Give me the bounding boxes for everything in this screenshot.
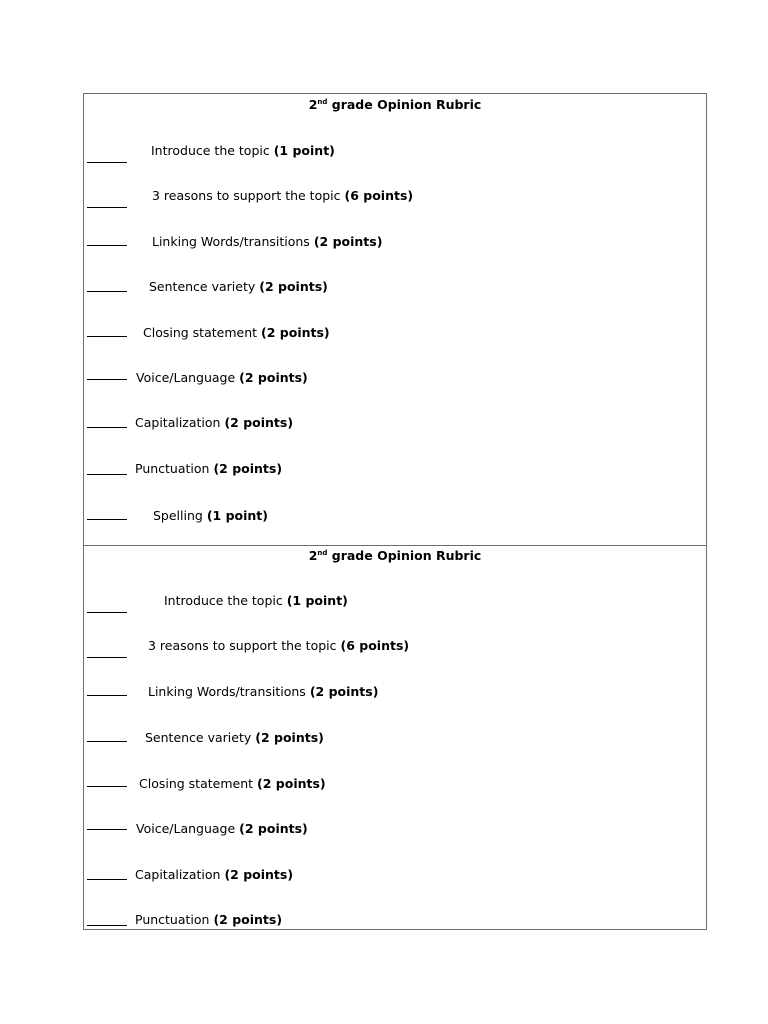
score-blank[interactable]: [87, 741, 127, 742]
score-blank[interactable]: [87, 657, 127, 658]
score-blank[interactable]: [87, 925, 127, 926]
score-blank[interactable]: [87, 786, 127, 787]
title-number: 2: [308, 548, 318, 563]
criterion-capitalization: Capitalization (2 points): [135, 415, 294, 430]
criterion-voice-language: Voice/Language (2 points): [136, 821, 308, 836]
score-blank[interactable]: [87, 427, 127, 428]
rubric-section-1: [84, 94, 706, 546]
criterion-closing-statement: Closing statement (2 points): [139, 776, 326, 791]
criterion-voice-language: Voice/Language (2 points): [136, 370, 308, 385]
score-blank[interactable]: [87, 207, 127, 208]
criterion-punctuation: Punctuation (2 points): [135, 461, 283, 476]
title-number: 2: [308, 97, 318, 112]
score-blank[interactable]: [87, 291, 127, 292]
criterion-linking-words: Linking Words/transitions (2 points): [148, 684, 379, 699]
score-blank[interactable]: [87, 336, 127, 337]
title-text: grade Opinion Rubric: [327, 548, 482, 563]
criterion-three-reasons: 3 reasons to support the topic (6 points): [148, 638, 410, 653]
score-blank[interactable]: [87, 695, 127, 696]
criterion-closing-statement: Closing statement (2 points): [143, 325, 330, 340]
criterion-sentence-variety: Sentence variety (2 points): [145, 730, 324, 745]
rubric-title: [84, 548, 706, 563]
criterion-introduce-topic: Introduce the topic (1 point): [164, 593, 348, 608]
criterion-introduce-topic: Introduce the topic (1 point): [151, 143, 335, 158]
title-ordinal: nd: [317, 97, 328, 106]
score-blank[interactable]: [87, 162, 127, 163]
criterion-three-reasons: 3 reasons to support the topic (6 points): [152, 188, 414, 203]
score-blank[interactable]: [87, 474, 127, 475]
rubric-section-2: [84, 545, 706, 929]
score-blank[interactable]: [87, 379, 127, 380]
criterion-linking-words: Linking Words/transitions (2 points): [152, 234, 383, 249]
score-blank[interactable]: [87, 829, 127, 830]
score-blank[interactable]: [87, 245, 127, 246]
rubric-table: [83, 93, 707, 930]
criterion-sentence-variety: Sentence variety (2 points): [149, 279, 328, 294]
criterion-capitalization: Capitalization (2 points): [135, 867, 294, 882]
title-text: grade Opinion Rubric: [327, 97, 482, 112]
title-ordinal: nd: [317, 548, 328, 557]
score-blank[interactable]: [87, 519, 127, 520]
criterion-punctuation: Punctuation (2 points): [135, 912, 283, 927]
rubric-title: [84, 97, 706, 112]
score-blank[interactable]: [87, 612, 127, 613]
score-blank[interactable]: [87, 879, 127, 880]
criterion-spelling: Spelling (1 point): [153, 508, 268, 523]
